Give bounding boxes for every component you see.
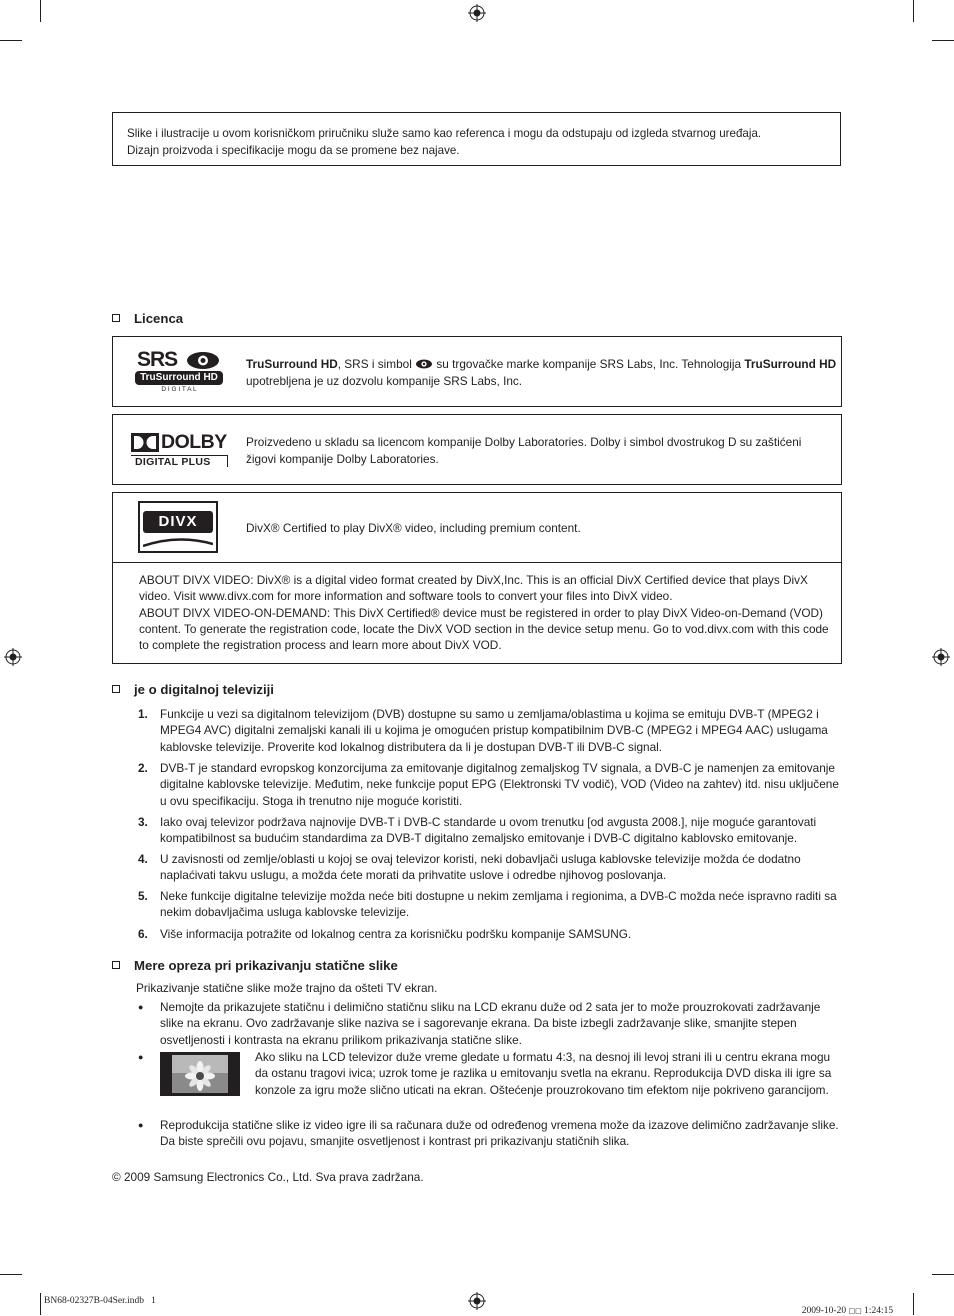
checkbox-bullet-icon [112,961,120,969]
dolby-logo [131,433,231,469]
digital-tv-list: 1. Funkcije u vezi sa digitalnom televizijom (DVB) dostupne su samo u zemljama/oblastima u kojima se emituju DVB-T (MPEG2 i MPEG4 AVC) digitalni zemaljski kanali ili u kojima je omogućen pristup kompatibilnim DVB-C (MPEG2 i MPEG4 AAC) uslugama kablovske televizije. Proverite kod lokalnog distributera da li je dostupan DVB-T ili DVB-C signal. 2. DVB-T je standard evropskog konzorcijuma za emitovanje digitalnog zemaljskog TV signala, a DVB-C je namenjen za emitovanje digitalne kablovske televizije. Međutim, neke funkcije poput EPG (Elektronski TV vodič), VOD (Video na zahtev) itd. nisu uključene u ovu specifikaciju. Stoga ih trenutno nije moguće koristiti. 3. Iako ovaj televizor podržava najnovije DVB-T i DVB-C standarde u ovom trenutku [od avgusta 2008.], nije moguće garantovati kompatibilnost sa budućim standardima za DVB-T digitalno zemaljsko emitovanje i DVB-C digitalno kablovsko emitovanje. 4. U zavisnosti od zemlje/oblasti u kojoj se ovaj televizor koristi, neki dobavljači usluga kablovske televizije možda će dodatno naplaćivati takvu uslugu, a možda ćete morati da prihvatite uslove i odredbe njihovog poslovanja. 5. Neke funkcije digitalne televizije možda neće biti dostupne u nekim zemljama i regionima, a DVB-C možda neće ispravno raditi sa nekim dobavljačima usluga kablovske televizije. 6. Više informacija potražite od lokalnog centra za korisničku podršku kompanije SAMSUNG. [138,707,839,941]
disclaimer-line: Dizajn proizvoda i specifikacije mogu da se promene bez najave. [127,144,460,157]
divx-about-text [139,572,829,653]
crop-mark [932,40,954,41]
divx-about-video: ABOUT DIVX VIDEO: DivX® is a digital video format created by DivX,Inc. This is an official DivX Certified device that plays DivX video. Visit www.divx.com for more information and software tools to convert your files into DivX video. [139,573,808,604]
dolby-licence-text: Proizvedeno u skladu sa licencom kompanije Dolby Laboratories. Dolby i simbol dvostrukog D su zaštićeni žigovi kompanije Dolby Laboratories. [246,435,802,466]
static-image-intro: Prikazivanje statične slike može trajno da ošteti TV ekran. [136,981,438,995]
dolby-double-d-icon [131,433,159,452]
srs-logo-word: SRS [137,348,178,371]
srs-logo [135,349,223,394]
disclaimer-notice [112,112,841,166]
srs-inline-symbol-icon [415,359,433,369]
crop-mark [932,1274,954,1275]
dolby-licence-box [112,414,842,485]
checkbox-bullet-icon [112,685,120,693]
crop-mark [40,1293,41,1315]
srs-licence-text: TruSurround HD, SRS i simbol su trgovačke marke kompanije SRS Labs, Inc. Tehnologija TruSurround HD upotrebljena je uz dozvolu kompanije SRS Labs, Inc. [246,357,837,388]
srs-circle-symbol-icon [185,351,221,370]
divx-swoosh-icon [143,536,213,548]
srs-logo-digital: D I G I T A L [161,386,197,393]
divx-logo-badge: DIVX [143,511,213,533]
disclaimer-line: Slike i ilustracije u ovom korisničkom priručniku služe samo kao referenca i mogu da odstupaju od izgleda stvarnog uređaja. [127,127,762,140]
dolby-logo-sub: DIGITAL PLUS [135,456,211,468]
static-image-heading: Mere opreza pri prikazivanju statične slike [112,958,398,973]
crop-mark [913,0,914,22]
copyright: © 2009 Samsung Electronics Co., Ltd. Sva prava zadržana. [112,1170,424,1184]
srs-licence-box [112,336,842,407]
print-file-name: BN68-02327B-04Ser.indb 1 [44,1296,156,1306]
registration-mark-icon [468,1292,486,1310]
static-image-list: ● Nemojte da prikazujete statičnu i delimično statičnu sliku na LCD ekranu duže od 2 sata jer to može prouzrokovati zadržavanje slike na ekranu. Ovo zadržavanje slike naziva se i sagorevanje ekrana. Da biste izbegli zadržavanje slike, smanjite stepen osvetljenosti i kontrasta na ekranu prilikom prikazivanja statične slike. ● Ako sliku na LCD televizor duže vreme gledate u formatu 4:3, na desnoj ili levoj strani ili u centru ekrana mogu da ostanu tragovi ivica; uzrok tome je razlika u emitovanju svetla na ekranu. Reprodukcija DVD diska ili igre sa konzole za igru može slično uticati na ekran. Oštećenje prouzrokovano tim efektom nije pokriveno garancijom. ● Reprodukcija statične slike iz video igre ili sa računara duže od određenog vremena može da izazove delimično zadržavanje slike. Da biste sprečili ovu pojavu, smanjite osvetljenost i kontrast pri prikazivanju statičnih slika. [138,1000,839,1149]
divx-licence-box [112,492,842,664]
print-date: 2009-10-20 □□ 1:24:15 [801,1306,894,1316]
registration-mark-icon [932,648,950,666]
crop-mark [40,0,41,22]
divx-logo [138,501,218,553]
checkbox-bullet-icon [112,314,120,322]
srs-logo-band: TruSurround HD [135,371,223,385]
divx-about-vod: ABOUT DIVX VIDEO-ON-DEMAND: This DivX Certified® device must be registered in order to play DivX Video-on-Demand (VOD) content. To generate the registration code, locate the DivX VOD section in the device setup menu. Go to vod.divx.com with this code to complete the registration process and learn more about DivX VOD. [139,605,829,653]
crop-mark [913,1293,914,1315]
divx-licence-text: DivX® Certified to play DivX® video, including premium content. [246,521,581,535]
divx-about-section [113,563,841,663]
tv-flower-image [160,1052,240,1096]
registration-mark-icon [4,648,22,666]
licence-heading: Licenca [112,311,183,326]
crop-mark [0,1274,22,1275]
digital-tv-heading: je o digitalnoj televiziji [112,682,274,697]
dolby-logo-word: DOLBY [161,431,227,453]
registration-mark-icon [468,4,486,22]
crop-mark [0,40,22,41]
